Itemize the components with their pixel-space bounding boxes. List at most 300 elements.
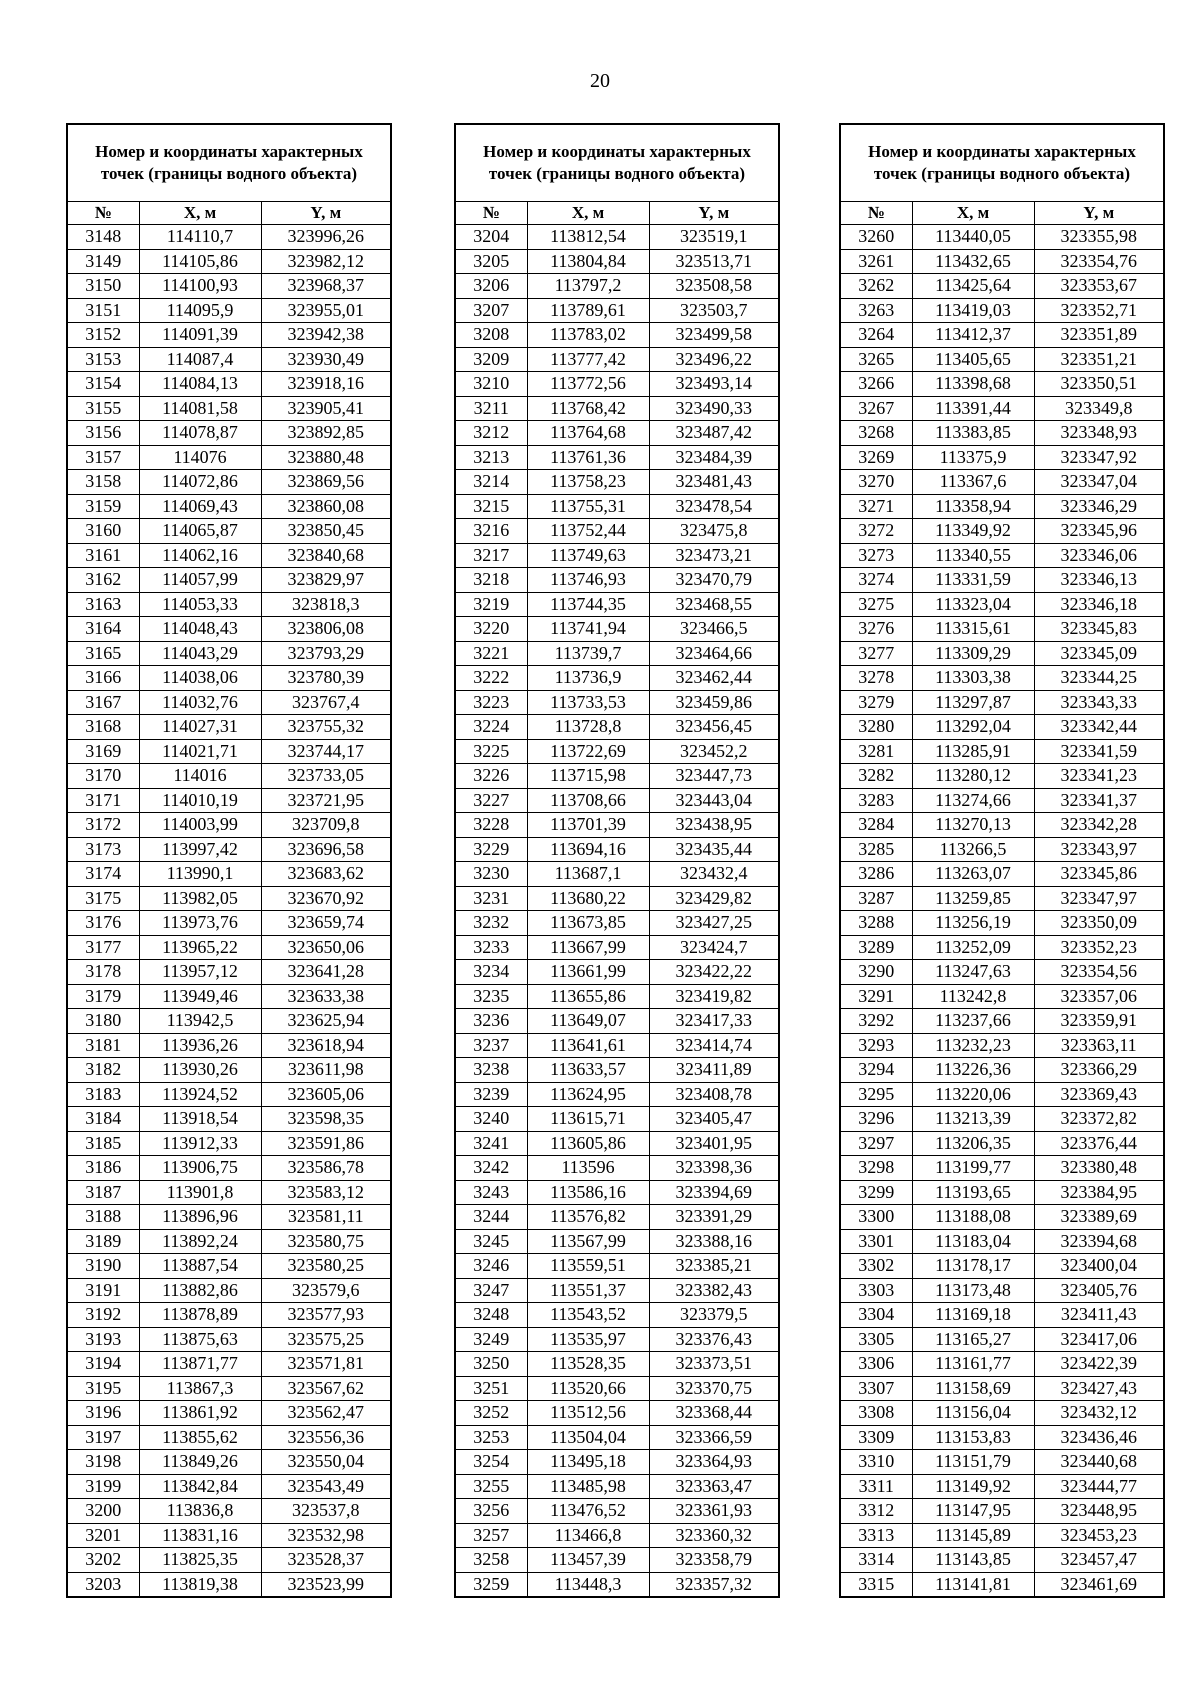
y-coordinate-cell: 323346,18 (1034, 592, 1164, 617)
table-row (840, 1180, 1164, 1205)
point-number-cell: 3156 (67, 421, 139, 446)
y-coordinate-cell: 323577,93 (261, 1303, 391, 1328)
y-coordinate-cell: 323618,94 (261, 1033, 391, 1058)
point-number-cell: 3225 (455, 739, 527, 764)
x-coordinate-cell: 113912,33 (139, 1131, 261, 1156)
x-coordinate-cell: 113576,82 (527, 1205, 649, 1230)
y-coordinate-cell: 323583,12 (261, 1180, 391, 1205)
table-row (840, 494, 1164, 519)
table-row (455, 543, 779, 568)
x-coordinate-cell: 113161,77 (912, 1352, 1034, 1377)
point-number-cell: 3276 (840, 617, 912, 642)
x-coordinate-cell: 113741,94 (527, 617, 649, 642)
x-coordinate-cell: 114078,87 (139, 421, 261, 446)
y-coordinate-cell: 323556,36 (261, 1425, 391, 1450)
y-coordinate-cell: 323432,12 (1034, 1401, 1164, 1426)
point-number-cell: 3236 (455, 1009, 527, 1034)
point-number-cell: 3221 (455, 641, 527, 666)
point-number-cell: 3305 (840, 1327, 912, 1352)
table-row (455, 1205, 779, 1230)
column-header-number: № (840, 202, 912, 225)
y-coordinate-cell: 323955,01 (261, 298, 391, 323)
point-number-cell: 3153 (67, 347, 139, 372)
table-row (455, 470, 779, 495)
x-coordinate-cell: 113331,59 (912, 568, 1034, 593)
x-coordinate-cell: 113485,98 (527, 1474, 649, 1499)
y-coordinate-cell: 323586,78 (261, 1156, 391, 1181)
y-coordinate-cell: 323353,67 (1034, 274, 1164, 299)
table-row (67, 862, 391, 887)
point-number-cell: 3280 (840, 715, 912, 740)
x-coordinate-cell: 113145,89 (912, 1523, 1034, 1548)
y-coordinate-cell: 323532,98 (261, 1523, 391, 1548)
table-row (455, 494, 779, 519)
table-row (840, 470, 1164, 495)
y-coordinate-cell: 323354,76 (1034, 249, 1164, 274)
y-coordinate-cell: 323345,96 (1034, 519, 1164, 544)
x-coordinate-cell: 113297,87 (912, 690, 1034, 715)
table-row (67, 641, 391, 666)
y-coordinate-cell: 323744,17 (261, 739, 391, 764)
x-coordinate-cell: 113615,71 (527, 1107, 649, 1132)
x-coordinate-cell: 113673,85 (527, 911, 649, 936)
y-coordinate-cell: 323394,69 (649, 1180, 779, 1205)
x-coordinate-cell: 113220,06 (912, 1082, 1034, 1107)
x-coordinate-cell: 113997,42 (139, 837, 261, 862)
y-coordinate-cell: 323341,23 (1034, 764, 1164, 789)
x-coordinate-cell: 113965,22 (139, 935, 261, 960)
point-number-cell: 3201 (67, 1523, 139, 1548)
x-coordinate-cell: 114010,19 (139, 788, 261, 813)
table-row (67, 617, 391, 642)
table-row (840, 1401, 1164, 1426)
x-coordinate-cell: 113309,29 (912, 641, 1034, 666)
point-number-cell: 3215 (455, 494, 527, 519)
table-row (455, 1278, 779, 1303)
x-coordinate-cell: 113871,77 (139, 1352, 261, 1377)
y-coordinate-cell: 323364,93 (649, 1450, 779, 1475)
point-number-cell: 3252 (455, 1401, 527, 1426)
x-coordinate-cell: 113259,85 (912, 886, 1034, 911)
x-coordinate-cell: 113744,35 (527, 592, 649, 617)
y-coordinate-cell: 323422,22 (649, 960, 779, 985)
point-number-cell: 3158 (67, 470, 139, 495)
x-coordinate-cell: 113232,23 (912, 1033, 1034, 1058)
point-number-cell: 3287 (840, 886, 912, 911)
x-coordinate-cell: 113772,56 (527, 372, 649, 397)
y-coordinate-cell: 323346,29 (1034, 494, 1164, 519)
x-coordinate-cell: 113990,1 (139, 862, 261, 887)
y-coordinate-cell: 323869,56 (261, 470, 391, 495)
y-coordinate-cell: 323829,97 (261, 568, 391, 593)
y-coordinate-cell: 323357,32 (649, 1572, 779, 1597)
table-row (455, 1180, 779, 1205)
y-coordinate-cell: 323490,33 (649, 396, 779, 421)
y-coordinate-cell: 323405,76 (1034, 1278, 1164, 1303)
y-coordinate-cell: 323380,48 (1034, 1156, 1164, 1181)
y-coordinate-cell: 323359,91 (1034, 1009, 1164, 1034)
point-number-cell: 3266 (840, 372, 912, 397)
table-row (67, 1180, 391, 1205)
point-number-cell: 3182 (67, 1058, 139, 1083)
point-number-cell: 3162 (67, 568, 139, 593)
x-coordinate-cell: 113466,8 (527, 1523, 649, 1548)
table-row (67, 298, 391, 323)
y-coordinate-cell: 323461,69 (1034, 1572, 1164, 1597)
table-row (67, 1572, 391, 1597)
y-coordinate-cell: 323696,58 (261, 837, 391, 862)
y-coordinate-cell: 323376,43 (649, 1327, 779, 1352)
x-coordinate-cell: 113425,64 (912, 274, 1034, 299)
y-coordinate-cell: 323683,62 (261, 862, 391, 887)
table-row (840, 445, 1164, 470)
point-number-cell: 3258 (455, 1548, 527, 1573)
table-row (455, 764, 779, 789)
point-number-cell: 3298 (840, 1156, 912, 1181)
table-row (67, 225, 391, 250)
point-number-cell: 3273 (840, 543, 912, 568)
table-row (67, 347, 391, 372)
x-coordinate-cell: 113213,39 (912, 1107, 1034, 1132)
y-coordinate-cell: 323419,82 (649, 984, 779, 1009)
table-row (455, 323, 779, 348)
table-row (455, 445, 779, 470)
y-coordinate-cell: 323591,86 (261, 1131, 391, 1156)
y-coordinate-cell: 323930,49 (261, 347, 391, 372)
table-row (67, 592, 391, 617)
x-coordinate-cell: 113266,5 (912, 837, 1034, 862)
x-coordinate-cell: 113849,26 (139, 1450, 261, 1475)
y-coordinate-cell: 323436,46 (1034, 1425, 1164, 1450)
x-coordinate-cell: 113340,55 (912, 543, 1034, 568)
point-number-cell: 3234 (455, 960, 527, 985)
table-row (840, 1009, 1164, 1034)
table-title: Номер и координаты характерных точек (границы водного объекта) (840, 124, 1164, 202)
table-row (67, 274, 391, 299)
page-number: 20 (590, 70, 610, 92)
table-row (840, 1376, 1164, 1401)
y-coordinate-cell: 323850,45 (261, 519, 391, 544)
point-number-cell: 3241 (455, 1131, 527, 1156)
table-row (455, 347, 779, 372)
point-number-cell: 3265 (840, 347, 912, 372)
y-coordinate-cell: 323550,04 (261, 1450, 391, 1475)
point-number-cell: 3285 (840, 837, 912, 862)
x-coordinate-cell: 114038,06 (139, 666, 261, 691)
table-row (455, 298, 779, 323)
y-coordinate-cell: 323567,62 (261, 1376, 391, 1401)
y-coordinate-cell: 323351,21 (1034, 347, 1164, 372)
y-coordinate-cell: 323543,49 (261, 1474, 391, 1499)
table-row (840, 1450, 1164, 1475)
y-coordinate-cell: 323625,94 (261, 1009, 391, 1034)
y-coordinate-cell: 323650,06 (261, 935, 391, 960)
x-coordinate-cell: 114084,13 (139, 372, 261, 397)
y-coordinate-cell: 323475,8 (649, 519, 779, 544)
point-number-cell: 3289 (840, 935, 912, 960)
y-coordinate-cell: 323384,95 (1034, 1180, 1164, 1205)
y-coordinate-cell: 323343,97 (1034, 837, 1164, 862)
x-coordinate-cell: 114043,29 (139, 641, 261, 666)
point-number-cell: 3178 (67, 960, 139, 985)
x-coordinate-cell: 113242,8 (912, 984, 1034, 1009)
table-row (455, 1082, 779, 1107)
point-number-cell: 3163 (67, 592, 139, 617)
y-coordinate-cell: 323414,74 (649, 1033, 779, 1058)
table-row (455, 396, 779, 421)
point-number-cell: 3210 (455, 372, 527, 397)
point-number-cell: 3243 (455, 1180, 527, 1205)
table-row (67, 1254, 391, 1279)
table-row (840, 1572, 1164, 1597)
table-row (455, 225, 779, 250)
table-row (67, 1009, 391, 1034)
y-coordinate-cell: 323355,98 (1034, 225, 1164, 250)
x-coordinate-cell: 113842,84 (139, 1474, 261, 1499)
x-coordinate-cell: 113292,04 (912, 715, 1034, 740)
x-coordinate-cell: 113169,18 (912, 1303, 1034, 1328)
y-coordinate-cell: 323968,37 (261, 274, 391, 299)
column-header-number: № (455, 202, 527, 225)
point-number-cell: 3160 (67, 519, 139, 544)
point-number-cell: 3214 (455, 470, 527, 495)
x-coordinate-cell: 113722,69 (527, 739, 649, 764)
point-number-cell: 3226 (455, 764, 527, 789)
table-row (840, 372, 1164, 397)
point-number-cell: 3309 (840, 1425, 912, 1450)
x-coordinate-cell: 113237,66 (912, 1009, 1034, 1034)
x-coordinate-cell: 113649,07 (527, 1009, 649, 1034)
table-row (67, 1425, 391, 1450)
x-coordinate-cell: 113812,54 (527, 225, 649, 250)
table-row (455, 592, 779, 617)
point-number-cell: 3308 (840, 1401, 912, 1426)
table-row (840, 1107, 1164, 1132)
x-coordinate-cell: 114065,87 (139, 519, 261, 544)
point-number-cell: 3291 (840, 984, 912, 1009)
x-coordinate-cell: 113973,76 (139, 911, 261, 936)
table-row (455, 666, 779, 691)
point-number-cell: 3174 (67, 862, 139, 887)
x-coordinate-cell: 113149,92 (912, 1474, 1034, 1499)
y-coordinate-cell: 323366,29 (1034, 1058, 1164, 1083)
point-number-cell: 3161 (67, 543, 139, 568)
table-row (67, 1352, 391, 1377)
y-coordinate-cell: 323523,99 (261, 1572, 391, 1597)
x-coordinate-cell: 113199,77 (912, 1156, 1034, 1181)
table-row (840, 274, 1164, 299)
table-row (840, 886, 1164, 911)
y-coordinate-cell: 323464,66 (649, 641, 779, 666)
point-number-cell: 3198 (67, 1450, 139, 1475)
y-coordinate-cell: 323363,47 (649, 1474, 779, 1499)
table-row (840, 1082, 1164, 1107)
table-row (67, 1058, 391, 1083)
x-coordinate-cell: 114057,99 (139, 568, 261, 593)
point-number-cell: 3168 (67, 715, 139, 740)
y-coordinate-cell: 323347,04 (1034, 470, 1164, 495)
point-number-cell: 3150 (67, 274, 139, 299)
table-row (840, 837, 1164, 862)
point-number-cell: 3188 (67, 1205, 139, 1230)
x-coordinate-cell: 113147,95 (912, 1499, 1034, 1524)
point-number-cell: 3222 (455, 666, 527, 691)
table-row (455, 274, 779, 299)
point-number-cell: 3157 (67, 445, 139, 470)
point-number-cell: 3152 (67, 323, 139, 348)
table-row (840, 862, 1164, 887)
y-coordinate-cell: 323709,8 (261, 813, 391, 838)
point-number-cell: 3233 (455, 935, 527, 960)
y-coordinate-cell: 323793,29 (261, 641, 391, 666)
x-coordinate-cell: 113667,99 (527, 935, 649, 960)
table-body (840, 225, 1164, 1598)
x-coordinate-cell: 113567,99 (527, 1229, 649, 1254)
y-coordinate-cell: 323352,71 (1034, 298, 1164, 323)
y-coordinate-cell: 323348,93 (1034, 421, 1164, 446)
x-coordinate-cell: 113768,42 (527, 396, 649, 421)
x-coordinate-cell: 113263,07 (912, 862, 1034, 887)
point-number-cell: 3274 (840, 568, 912, 593)
y-coordinate-cell: 323443,04 (649, 788, 779, 813)
point-number-cell: 3300 (840, 1205, 912, 1230)
table-row (67, 1548, 391, 1573)
x-coordinate-cell: 114095,9 (139, 298, 261, 323)
y-coordinate-cell: 323580,25 (261, 1254, 391, 1279)
x-coordinate-cell: 113855,62 (139, 1425, 261, 1450)
table-row (67, 1499, 391, 1524)
point-number-cell: 3238 (455, 1058, 527, 1083)
coordinates-table-1 (66, 123, 392, 1598)
y-coordinate-cell: 323457,47 (1034, 1548, 1164, 1573)
point-number-cell: 3218 (455, 568, 527, 593)
y-coordinate-cell: 323755,32 (261, 715, 391, 740)
point-number-cell: 3207 (455, 298, 527, 323)
y-coordinate-cell: 323435,44 (649, 837, 779, 862)
y-coordinate-cell: 323360,32 (649, 1523, 779, 1548)
point-number-cell: 3270 (840, 470, 912, 495)
x-coordinate-cell: 113736,9 (527, 666, 649, 691)
point-number-cell: 3170 (67, 764, 139, 789)
x-coordinate-cell: 113247,63 (912, 960, 1034, 985)
y-coordinate-cell: 323456,45 (649, 715, 779, 740)
y-coordinate-cell: 323641,28 (261, 960, 391, 985)
table-row (455, 1572, 779, 1597)
point-number-cell: 3167 (67, 690, 139, 715)
y-coordinate-cell: 323417,06 (1034, 1327, 1164, 1352)
x-coordinate-cell: 113746,93 (527, 568, 649, 593)
point-number-cell: 3250 (455, 1352, 527, 1377)
x-coordinate-cell: 114100,93 (139, 274, 261, 299)
point-number-cell: 3202 (67, 1548, 139, 1573)
y-coordinate-cell: 323388,16 (649, 1229, 779, 1254)
x-coordinate-cell: 114027,31 (139, 715, 261, 740)
y-coordinate-cell: 323440,68 (1034, 1450, 1164, 1475)
table-row (455, 1107, 779, 1132)
y-coordinate-cell: 323342,28 (1034, 813, 1164, 838)
y-coordinate-cell: 323429,82 (649, 886, 779, 911)
x-coordinate-cell: 113783,02 (527, 323, 649, 348)
y-coordinate-cell: 323370,75 (649, 1376, 779, 1401)
point-number-cell: 3314 (840, 1548, 912, 1573)
point-number-cell: 3246 (455, 1254, 527, 1279)
point-number-cell: 3315 (840, 1572, 912, 1597)
point-number-cell: 3301 (840, 1229, 912, 1254)
x-coordinate-cell: 113206,35 (912, 1131, 1034, 1156)
table-row (840, 788, 1164, 813)
table-row (840, 1033, 1164, 1058)
point-number-cell: 3290 (840, 960, 912, 985)
point-number-cell: 3292 (840, 1009, 912, 1034)
y-coordinate-cell: 323400,04 (1034, 1254, 1164, 1279)
point-number-cell: 3284 (840, 813, 912, 838)
x-coordinate-cell: 114081,58 (139, 396, 261, 421)
table-row (455, 935, 779, 960)
table-row (840, 225, 1164, 250)
point-number-cell: 3209 (455, 347, 527, 372)
x-coordinate-cell: 113797,2 (527, 274, 649, 299)
point-number-cell: 3192 (67, 1303, 139, 1328)
point-number-cell: 3166 (67, 666, 139, 691)
table-row (455, 1254, 779, 1279)
x-coordinate-cell: 113901,8 (139, 1180, 261, 1205)
x-coordinate-cell: 113930,26 (139, 1058, 261, 1083)
table-row (840, 984, 1164, 1009)
table-row (455, 837, 779, 862)
table-row (455, 568, 779, 593)
table-row (840, 935, 1164, 960)
point-number-cell: 3269 (840, 445, 912, 470)
y-coordinate-cell: 323373,51 (649, 1352, 779, 1377)
y-coordinate-cell: 323411,43 (1034, 1303, 1164, 1328)
point-number-cell: 3307 (840, 1376, 912, 1401)
table-row (67, 1523, 391, 1548)
table-row (840, 1131, 1164, 1156)
point-number-cell: 3240 (455, 1107, 527, 1132)
point-number-cell: 3256 (455, 1499, 527, 1524)
y-coordinate-cell: 323344,25 (1034, 666, 1164, 691)
table-row (67, 1450, 391, 1475)
point-number-cell: 3148 (67, 225, 139, 250)
x-coordinate-cell: 113349,92 (912, 519, 1034, 544)
point-number-cell: 3171 (67, 788, 139, 813)
y-coordinate-cell: 323341,37 (1034, 788, 1164, 813)
point-number-cell: 3295 (840, 1082, 912, 1107)
table-row (840, 519, 1164, 544)
point-number-cell: 3194 (67, 1352, 139, 1377)
x-coordinate-cell: 114053,33 (139, 592, 261, 617)
table-row (67, 421, 391, 446)
x-coordinate-cell: 113789,61 (527, 298, 649, 323)
table-row (67, 1205, 391, 1230)
table-row (840, 1499, 1164, 1524)
table-row (840, 1474, 1164, 1499)
y-coordinate-cell: 323398,36 (649, 1156, 779, 1181)
table-row (67, 543, 391, 568)
point-number-cell: 3268 (840, 421, 912, 446)
column-header-y: Y, м (261, 202, 391, 225)
y-coordinate-cell: 323427,43 (1034, 1376, 1164, 1401)
point-number-cell: 3257 (455, 1523, 527, 1548)
y-coordinate-cell: 323508,58 (649, 274, 779, 299)
y-coordinate-cell: 323385,21 (649, 1254, 779, 1279)
table-row (455, 1425, 779, 1450)
y-coordinate-cell: 323580,75 (261, 1229, 391, 1254)
x-coordinate-cell: 113158,69 (912, 1376, 1034, 1401)
x-coordinate-cell: 113836,8 (139, 1499, 261, 1524)
table-row (67, 372, 391, 397)
table-row (67, 323, 391, 348)
